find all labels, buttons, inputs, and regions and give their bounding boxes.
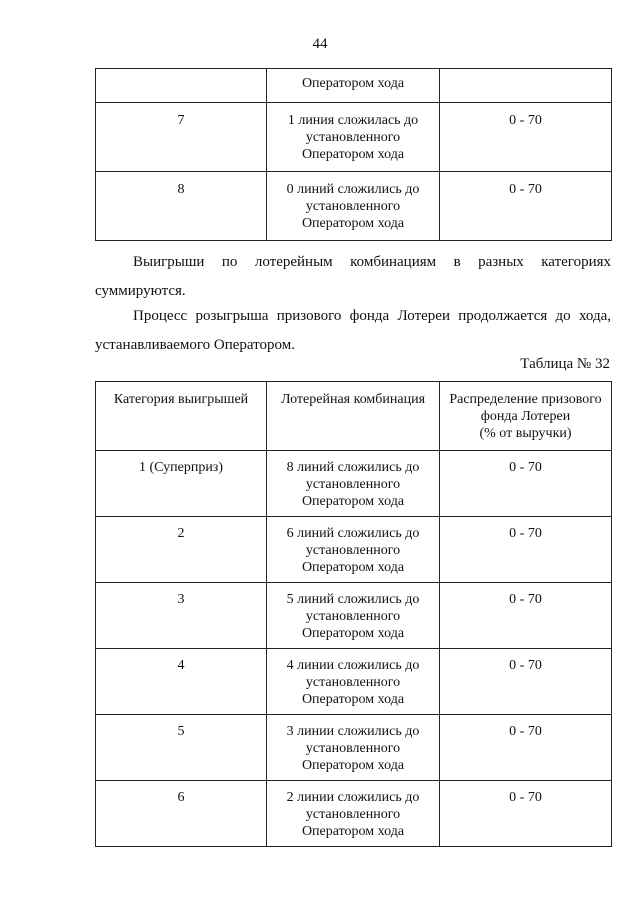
combination-line: 6 линий сложились до: [286, 526, 420, 541]
category-cell: 4: [96, 649, 267, 715]
table-row: [96, 172, 612, 241]
distribution-cell: 0 - 70: [440, 583, 612, 649]
table-row: [96, 649, 612, 715]
distribution-cell: 0 - 70: [440, 451, 612, 517]
table-row: [96, 781, 612, 847]
category-cell: 3: [96, 583, 267, 649]
combination-line: Оператором хода: [301, 758, 405, 773]
combination-line: установленного: [305, 675, 401, 690]
combination-line: 0 линий сложились до: [286, 182, 420, 197]
category-cell: 7: [96, 103, 267, 172]
table-row: [96, 517, 612, 583]
table-row: [96, 69, 612, 103]
table-row: [96, 583, 612, 649]
combination-line: установленного: [305, 741, 401, 756]
header-line: Распределение призового: [449, 392, 602, 407]
distribution-cell: 0 - 70: [440, 715, 612, 781]
combination-line: 3 линии сложились до: [286, 724, 420, 739]
combination-line: установленного: [305, 199, 401, 214]
category-cell: 8: [96, 172, 267, 241]
table-row: [96, 451, 612, 517]
category-cell: [96, 69, 267, 103]
table-header-row: [96, 382, 612, 451]
combination-line: Оператором хода: [301, 560, 405, 575]
combination-cell: [267, 583, 440, 649]
distribution-cell: 0 - 70: [440, 172, 612, 241]
distribution-cell: [440, 69, 612, 103]
combination-line: 8 линий сложились до: [286, 460, 420, 475]
table-row: [96, 103, 612, 172]
combination-cell: [267, 172, 440, 241]
combination-line: Оператором хода: [301, 494, 405, 509]
header-distribution: [440, 382, 612, 451]
header-combination: Лотерейная комбинация: [267, 382, 440, 451]
combination-line: 1 линия сложилась до: [287, 113, 419, 128]
combination-line: Оператором хода: [301, 692, 405, 707]
table-caption: Таблица № 32: [520, 356, 610, 372]
header-line: фонда Лотереи: [480, 409, 571, 424]
paragraph-winnings-summed: [95, 248, 611, 306]
combination-line: Оператором хода: [301, 76, 405, 91]
combination-cell: [267, 103, 440, 172]
header-category: Категория выигрышей: [96, 382, 267, 451]
combination-line: Оператором хода: [301, 147, 405, 162]
category-cell: 5: [96, 715, 267, 781]
combination-line: 2 линии сложились до: [286, 790, 420, 805]
combination-cell: [267, 781, 440, 847]
combination-cell: [267, 451, 440, 517]
paragraph-text: Выигрыши по лотерейным комбинациям в разных категориях суммируются.: [95, 254, 611, 299]
lottery-table-32: [95, 381, 612, 847]
combination-line: Оператором хода: [301, 824, 405, 839]
table-row: [96, 715, 612, 781]
header-line: (% от выручки): [479, 426, 572, 441]
combination-cell: [267, 715, 440, 781]
category-cell: 1 (Суперприз): [96, 451, 267, 517]
category-cell: 2: [96, 517, 267, 583]
distribution-cell: 0 - 70: [440, 781, 612, 847]
combination-line: 4 линии сложились до: [286, 658, 420, 673]
combination-line: установленного: [305, 609, 401, 624]
lottery-table-continued: [95, 68, 612, 241]
combination-line: установленного: [305, 807, 401, 822]
combination-line: Оператором хода: [301, 626, 405, 641]
combination-line: Оператором хода: [301, 216, 405, 231]
distribution-cell: 0 - 70: [440, 649, 612, 715]
combination-line: установленного: [305, 477, 401, 492]
combination-line: установленного: [305, 543, 401, 558]
combination-line: установленного: [305, 130, 401, 145]
combination-cell: [267, 69, 440, 103]
paragraph-draw-process: [95, 302, 611, 360]
distribution-cell: 0 - 70: [440, 103, 612, 172]
distribution-cell: 0 - 70: [440, 517, 612, 583]
combination-cell: [267, 649, 440, 715]
page-number: 44: [312, 36, 328, 52]
paragraph-text: Процесс розыгрыша призового фонда Лотереи продолжается до хода, устанавливаемого Оператором.: [95, 308, 611, 353]
category-cell: 6: [96, 781, 267, 847]
combination-line: 5 линий сложились до: [286, 592, 420, 607]
combination-cell: [267, 517, 440, 583]
